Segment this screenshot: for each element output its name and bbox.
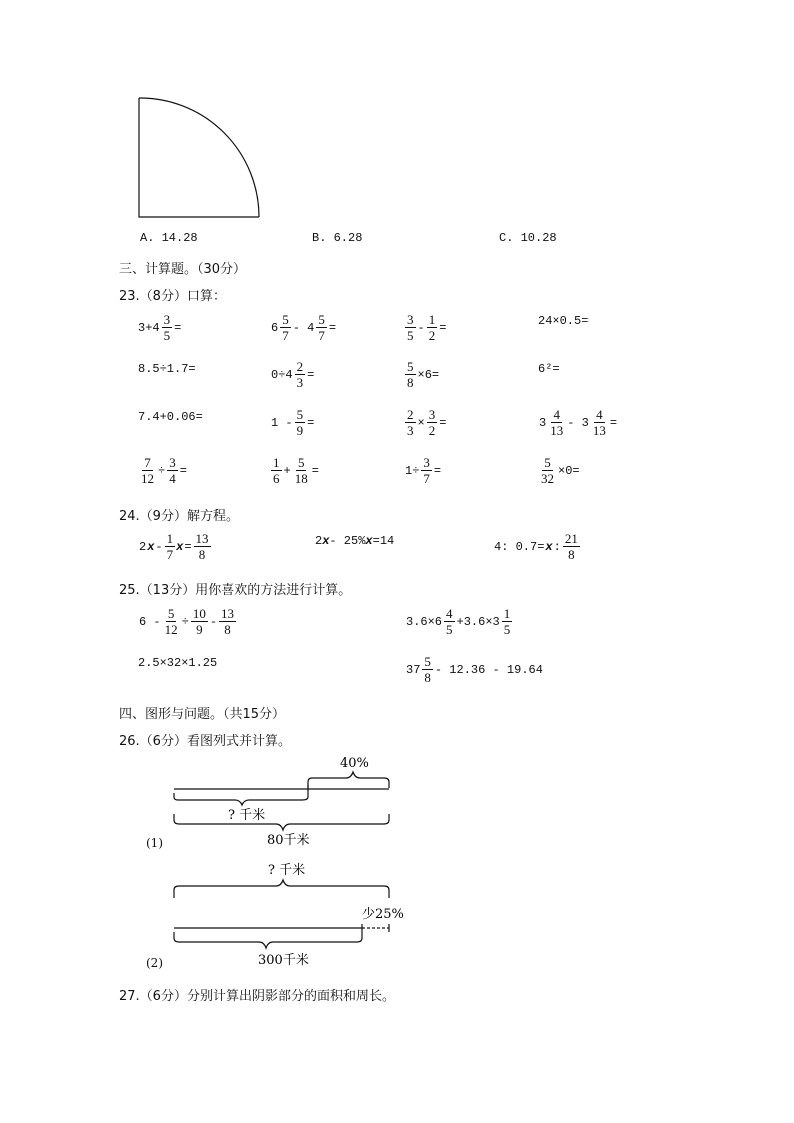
q25-expr-1: 6 - $\frac{5}{12}$ ÷ $\frac{10}{9}$ - $\frac{13}{8}$ xyxy=(139,606,235,637)
section-4-title: 四、图形与问题。（共15分） xyxy=(119,707,286,722)
option-a: A. 14.28 xyxy=(140,231,198,245)
quarter-circle-figure xyxy=(130,90,270,225)
q23-r2-c3: $\frac{5}{8}$ ×6= xyxy=(407,359,440,390)
q25-expr-2: 3.6×6 $\frac{4}{5}$ +3.6×3 $\frac{1}{5}$ xyxy=(406,606,511,637)
q23-r3-c4: 3 $\frac{4}{13}$ - 3 $\frac{4}{13}$ = xyxy=(539,407,618,438)
q26-diagram-1-label: (1) xyxy=(146,836,163,850)
brace-top-40pct xyxy=(308,772,389,788)
q25-expr-4: 37 $\frac{5}{8}$ - 12.36 - 19.64 xyxy=(406,654,543,685)
q24-equation-3: 4: 0.7= x : $\frac{21}{8}$ xyxy=(494,531,578,562)
brace-total-80km xyxy=(174,814,389,830)
q24-equation-2: 2 x - 25% x =14 xyxy=(315,534,395,548)
q23-r4-c4: $\frac{5}{32}$ ×0= xyxy=(541,455,580,486)
brace-top-unknown xyxy=(174,880,389,898)
brace-unknown-km xyxy=(174,793,308,805)
q23-r3-c3: $\frac{2}{3}$ × $\frac{3}{2}$ = xyxy=(407,407,447,438)
label-300km: 300千米 xyxy=(258,953,309,968)
label-less-25pct: 少25% xyxy=(362,907,404,922)
q24-equation-1: 2 x - $\frac{1}{7}$ x = $\frac{13}{8}$ xyxy=(139,531,209,562)
option-c: C. 10.28 xyxy=(499,231,557,245)
q23-r1-c2: 6 $\frac{5}{7}$ - 4 $\frac{5}{7}$ = xyxy=(271,312,337,343)
q23-r3-c2: 1 - $\frac{5}{9}$ = xyxy=(271,407,315,438)
q26-diagram-2-label: (2) xyxy=(146,956,163,970)
q27-heading: 27.（6分）分别计算出阴影部分的面积和周长。 xyxy=(119,989,395,1004)
q23-r1-c1: 3+4 $\frac{3}{5}$ = xyxy=(138,312,182,343)
q26-diagram-1 xyxy=(140,752,410,852)
q23-r1-c4: 24×0.5= xyxy=(538,314,589,328)
option-b: B. 6.28 xyxy=(312,231,363,245)
q25-expr-3: 2.5×32×1.25 xyxy=(138,656,218,670)
q23-r4-c3: 1÷ $\frac{3}{7}$ = xyxy=(405,455,442,486)
q23-r4-c1: $\frac{7}{12}$ ÷ $\frac{3}{4}$ = xyxy=(141,455,187,486)
q23-r4-c2: $\frac{1}{6}$ + $\frac{5}{18}$ = xyxy=(273,455,319,486)
q23-r1-c3: $\frac{3}{5}$ - $\frac{1}{2}$ = xyxy=(407,312,447,343)
label-unknown-km: ? 千米 xyxy=(228,808,266,823)
q25-heading: 25.（13分）用你喜欢的方法进行计算。 xyxy=(119,583,352,598)
section-3-title: 三、计算题。（30分） xyxy=(119,262,247,277)
q23-r2-c2: 0÷4 $\frac{2}{3}$ = xyxy=(271,359,315,390)
q23-r2-c1: 8.5÷1.7= xyxy=(138,362,196,376)
q26-heading: 26.（6分）看图列式并计算。 xyxy=(119,734,291,749)
label-unknown-km-2: ? 千米 xyxy=(268,863,306,878)
q23-r3-c1: 7.4+0.06= xyxy=(138,410,203,424)
q23-heading: 23.（8分）口算： xyxy=(119,289,226,304)
q24-heading: 24.（9分）解方程。 xyxy=(119,509,239,524)
brace-total-300km xyxy=(174,932,362,948)
label-80km: 80千米 xyxy=(267,833,310,848)
q23-r2-c4: 6²= xyxy=(538,362,560,376)
label-40pct: 40% xyxy=(340,756,369,771)
q26-diagram-2 xyxy=(140,856,410,971)
